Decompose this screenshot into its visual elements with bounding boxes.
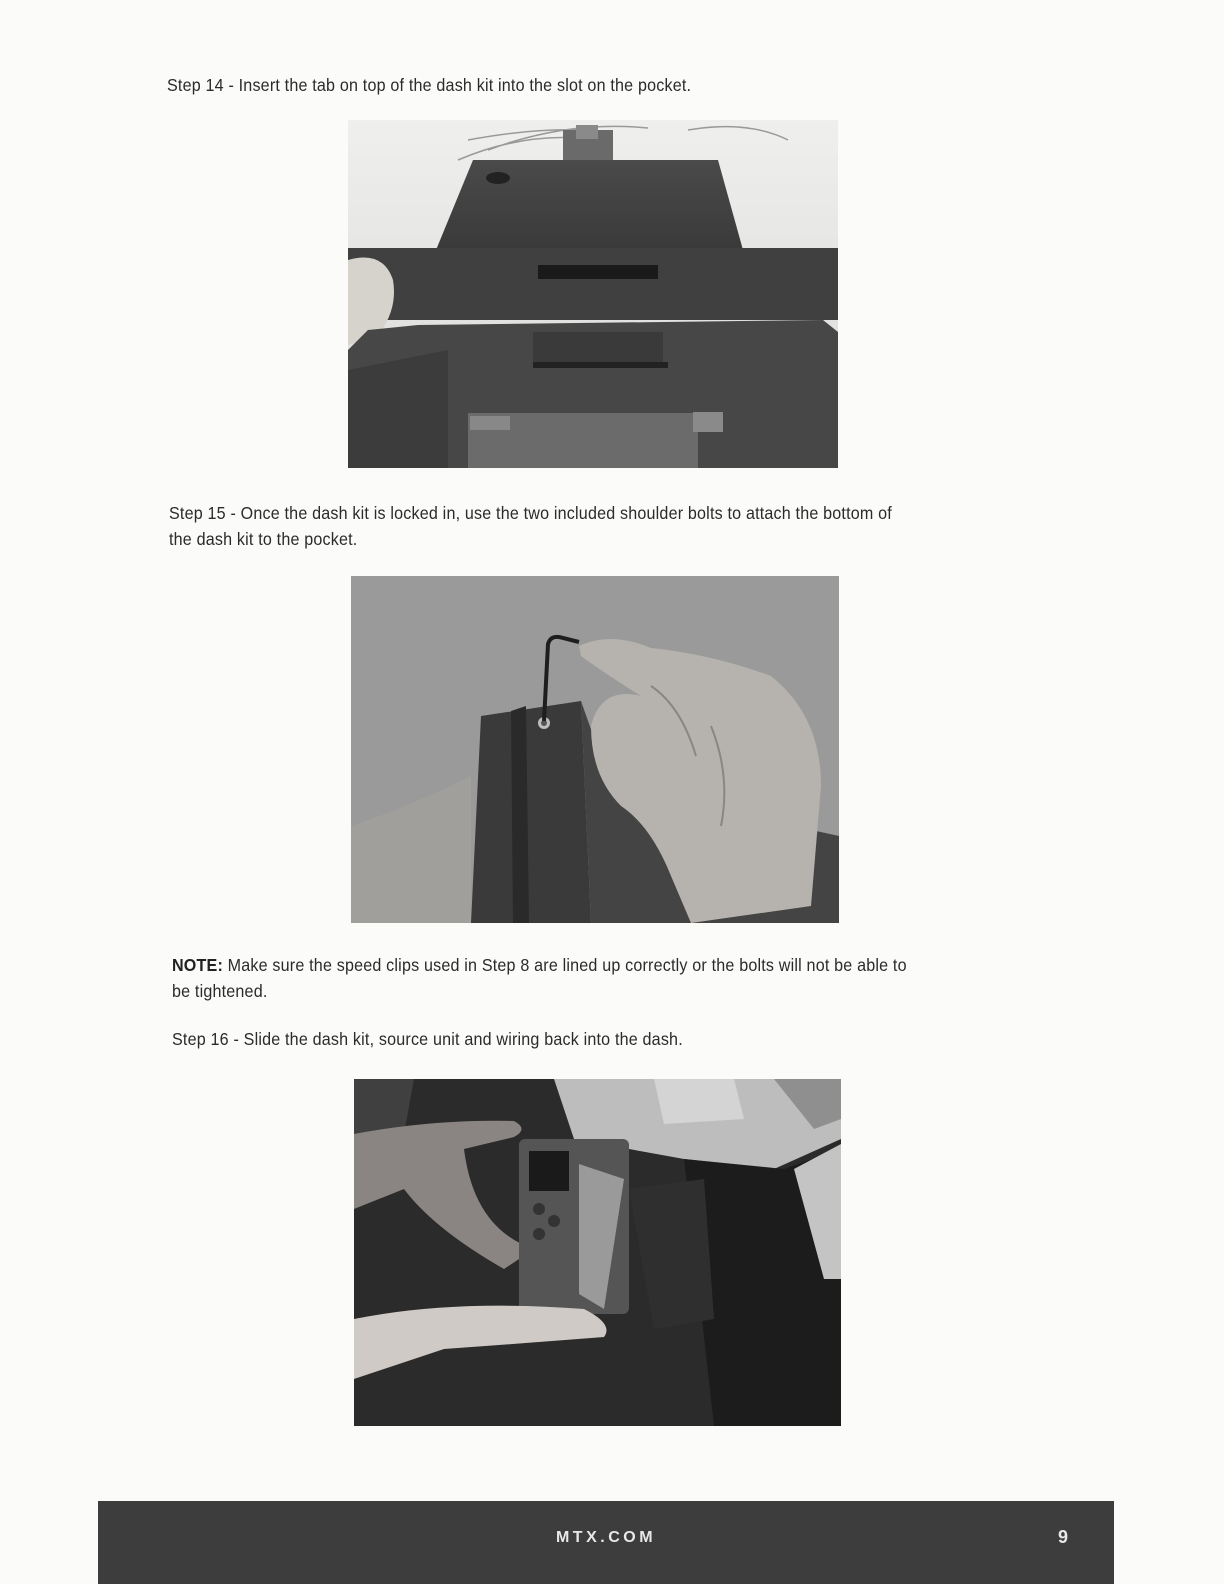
note-text	[172, 952, 1009, 1004]
note-line-1	[172, 952, 1009, 978]
step-16-text	[172, 1026, 1000, 1052]
footer-bar	[98, 1501, 1114, 1584]
step-14-text	[167, 72, 995, 98]
step-15-photo	[351, 576, 839, 923]
step-14-label: Step 14 - Insert the tab on top of the dash kit into the slot on the pocket.	[167, 75, 692, 95]
note-line-2: be tightened.	[172, 981, 268, 1001]
step-15-line-2: the dash kit to the pocket.	[169, 529, 358, 549]
note-body-line-1: Make sure the speed clips used in Step 8 are lined up correctly or the bolts will not be able to	[223, 955, 907, 975]
step-16-label: Step 16 - Slide the dash kit, source unit and wiring back into the dash.	[172, 1029, 683, 1049]
page-number: 9	[1058, 1527, 1069, 1547]
step-15-text	[169, 500, 997, 552]
note-label: NOTE:	[172, 955, 224, 975]
step-15-line-1: Step 15 - Once the dash kit is locked in, use the two included shoulder bolts to attach the bottom of	[169, 503, 892, 523]
footer-site-link[interactable]: MTX.COM	[555, 1529, 657, 1546]
step-16-photo	[354, 1079, 841, 1426]
step-14-photo	[348, 120, 838, 468]
